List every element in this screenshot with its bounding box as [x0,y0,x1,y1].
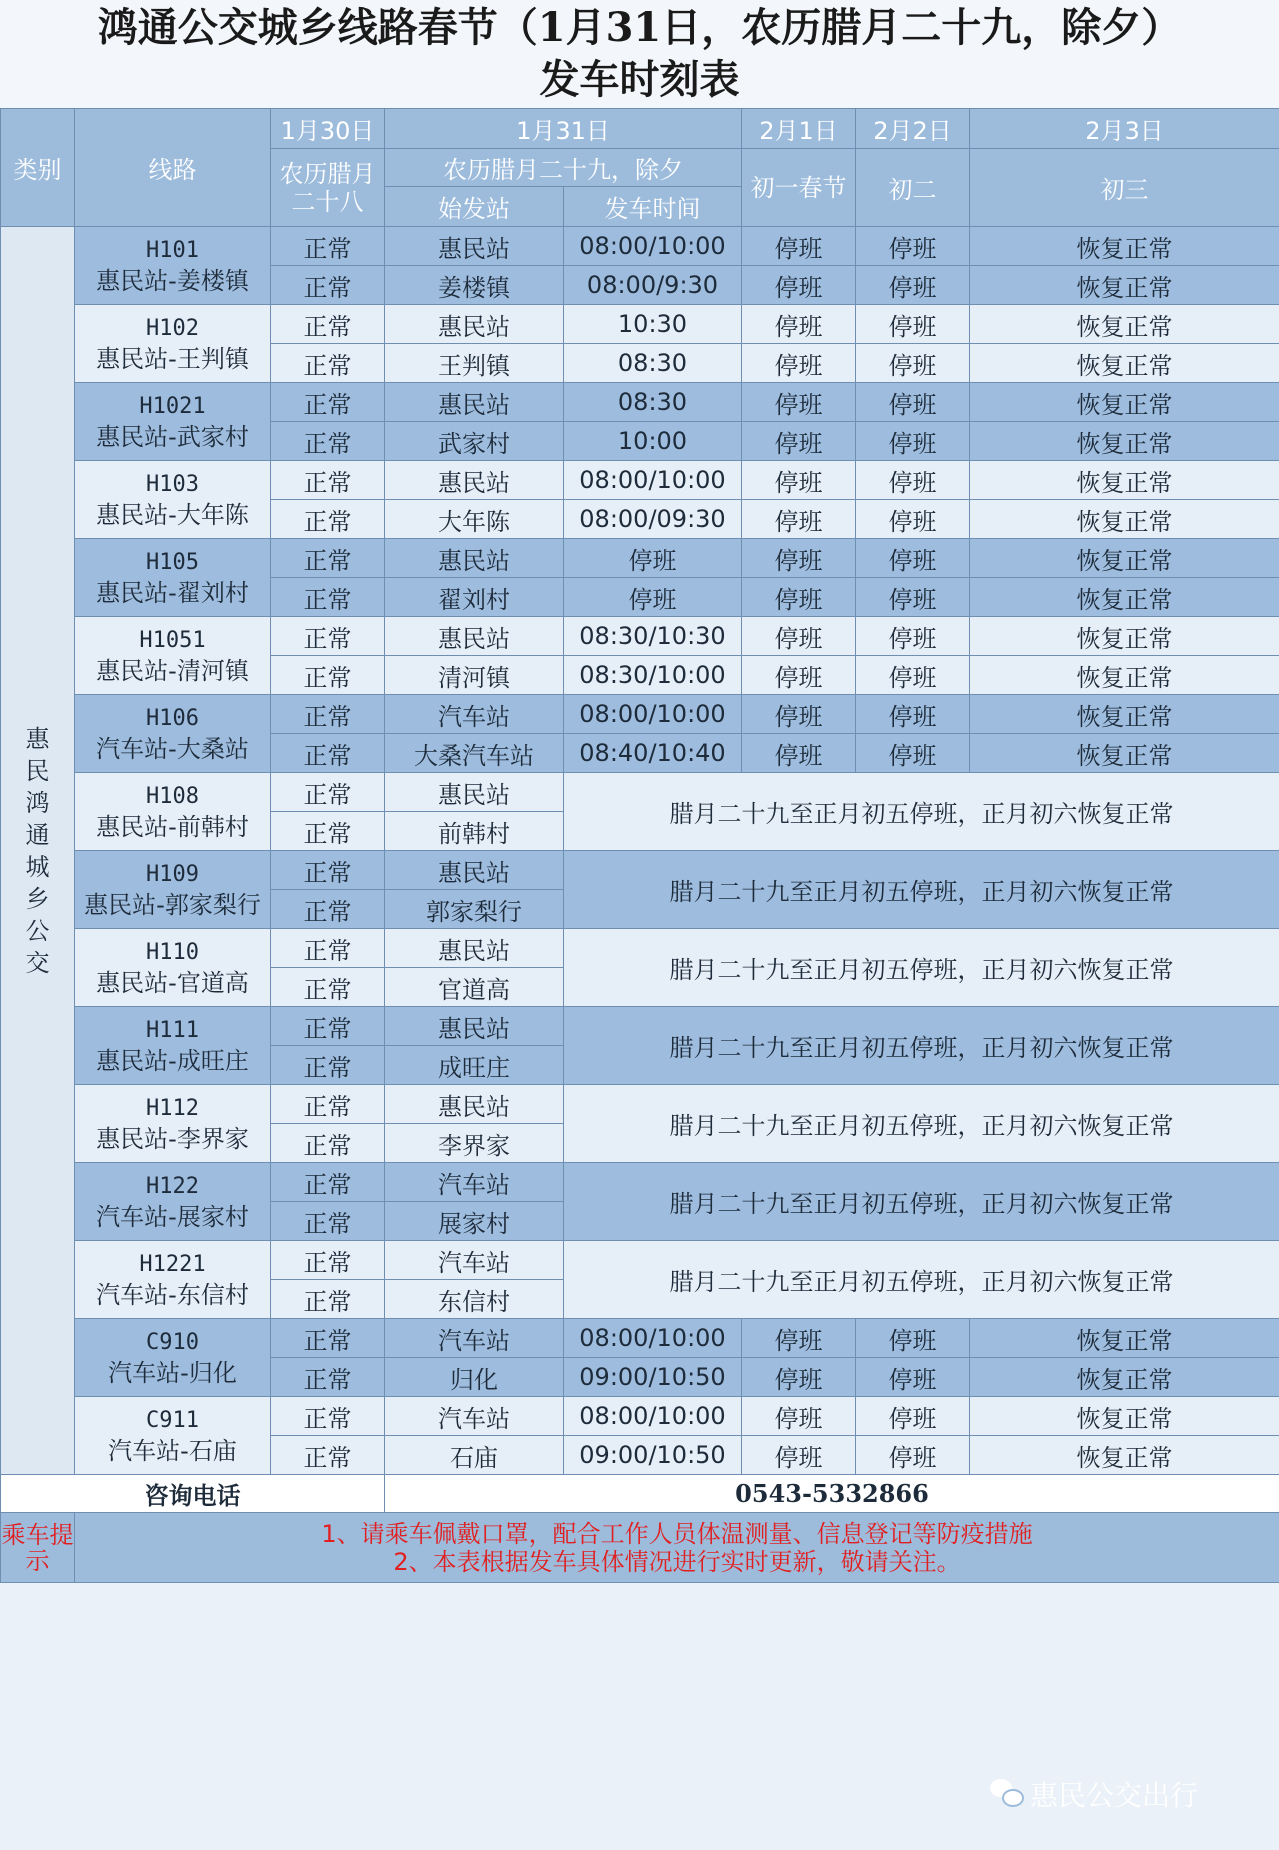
cell-station: 归化 [385,1358,564,1397]
route-name: 汽车站-展家村 [96,1202,249,1231]
cell-station: 清河镇 [385,656,564,695]
cell-station: 汽车站 [385,1163,564,1202]
cell-0201: 停班 [742,383,856,422]
cell-station: 惠民站 [385,539,564,578]
table-row [1,929,1279,968]
cell-0203: 恢复正常 [970,617,1279,656]
header-date-0202: 2月2日 [856,109,970,149]
cell-0202: 停班 [856,344,970,383]
route-code: H101 [146,237,199,263]
cell-depart-time: 09:00/10:50 [564,1436,742,1475]
route-name: 惠民站-郭家梨行 [84,890,261,919]
cell-station: 王判镇 [385,344,564,383]
cell-depart-time: 08:00/10:00 [564,1397,742,1436]
cell-0201: 停班 [742,422,856,461]
cell-0130: 正常 [271,734,385,773]
cell-station: 惠民站 [385,851,564,890]
cell-0201: 停班 [742,617,856,656]
route-cell [75,461,271,539]
route-cell [75,305,271,383]
cell-depart-time: 08:30/10:30 [564,617,742,656]
suspension-notice: 腊月二十九至正月初五停班，正月初六恢复正常 [564,851,1279,929]
cell-0201: 停班 [742,734,856,773]
cell-0203: 恢复正常 [970,656,1279,695]
cell-depart-time: 08:30 [564,383,742,422]
header-start-station: 始发站 [385,187,564,227]
cell-0203: 恢复正常 [970,266,1279,305]
route-code: H109 [146,861,199,887]
route-cell [75,1241,271,1319]
wechat-icon [990,1779,1024,1809]
cell-station: 惠民站 [385,929,564,968]
cell-0130: 正常 [271,890,385,929]
route-name: 惠民站-成旺庄 [96,1046,249,1075]
cell-0201: 停班 [742,1397,856,1436]
route-cell [75,383,271,461]
route-name: 惠民站-王判镇 [96,344,249,373]
cell-0202: 停班 [856,617,970,656]
cell-0202: 停班 [856,305,970,344]
cell-0201: 停班 [742,578,856,617]
cell-station: 成旺庄 [385,1046,564,1085]
cell-0201: 停班 [742,227,856,266]
phone-number: 0543-5332866 [385,1475,1279,1513]
cell-depart-time: 停班 [564,578,742,617]
cell-0203: 恢复正常 [970,305,1279,344]
route-cell [75,1319,271,1397]
suspension-notice: 腊月二十九至正月初五停班，正月初六恢复正常 [564,1085,1279,1163]
cell-0130: 正常 [271,500,385,539]
cell-depart-time: 10:00 [564,422,742,461]
table-row [1,227,1279,266]
cell-0201: 停班 [742,1436,856,1475]
cell-0130: 正常 [271,461,385,500]
cell-0130: 正常 [271,383,385,422]
route-code: H112 [146,1095,199,1121]
cell-depart-time: 08:00/10:00 [564,695,742,734]
cell-0130: 正常 [271,344,385,383]
route-cell [75,539,271,617]
cell-station: 武家村 [385,422,564,461]
table-row [1,539,1279,578]
table-row [1,617,1279,656]
suspension-notice: 腊月二十九至正月初五停班，正月初六恢复正常 [564,929,1279,1007]
route-code: H108 [146,783,199,809]
route-code: H105 [146,549,199,575]
cell-station: 惠民站 [385,305,564,344]
cell-station: 惠民站 [385,773,564,812]
phone-row [1,1475,1279,1513]
cell-0201: 停班 [742,461,856,500]
route-code: C910 [146,1329,199,1355]
route-cell [75,1007,271,1085]
header-date-0130: 1月30日 [271,109,385,149]
cell-0130: 正常 [271,1046,385,1085]
cell-0201: 停班 [742,266,856,305]
route-code: H110 [146,939,199,965]
route-name: 惠民站-前韩村 [96,812,249,841]
table-row [1,851,1279,890]
cell-0203: 恢复正常 [970,539,1279,578]
category-char: 通 [25,820,50,849]
cell-0130: 正常 [271,422,385,461]
cell-0130: 正常 [271,305,385,344]
table-row [1,1163,1279,1202]
cell-0130: 正常 [271,266,385,305]
cell-0202: 停班 [856,1397,970,1436]
cell-0202: 停班 [856,695,970,734]
tip-line-2: 2、本表根据发车具体情况进行实时更新，敬请关注。 [393,1547,961,1576]
cell-station: 汽车站 [385,1241,564,1280]
suspension-notice: 腊月二十九至正月初五停班，正月初六恢复正常 [564,1007,1279,1085]
cell-0130: 正常 [271,227,385,266]
category-cell [1,227,75,1475]
route-cell [75,617,271,695]
cell-0201: 停班 [742,344,856,383]
cell-0203: 恢复正常 [970,1319,1279,1358]
route-cell [75,773,271,851]
cell-station: 汽车站 [385,1319,564,1358]
cell-0203: 恢复正常 [970,422,1279,461]
table-row [1,305,1279,344]
cell-0201: 停班 [742,695,856,734]
cell-station: 李界家 [385,1124,564,1163]
suspension-notice: 腊月二十九至正月初五停班，正月初六恢复正常 [564,1163,1279,1241]
route-cell [75,695,271,773]
cell-0202: 停班 [856,422,970,461]
route-name: 汽车站-大桑站 [96,734,249,763]
route-name: 汽车站-归化 [108,1358,237,1387]
cell-0201: 停班 [742,500,856,539]
cell-0130: 正常 [271,1163,385,1202]
table-row [1,1085,1279,1124]
cell-0130: 正常 [271,1124,385,1163]
cell-0201: 停班 [742,656,856,695]
route-code: H111 [146,1017,199,1043]
category-char: 惠 [25,724,50,753]
cell-station: 姜楼镇 [385,266,564,305]
cell-station: 大年陈 [385,500,564,539]
route-cell [75,1085,271,1163]
cell-station: 东信村 [385,1280,564,1319]
category-char: 交 [25,948,50,977]
cell-station: 惠民站 [385,461,564,500]
route-cell [75,929,271,1007]
route-code: H1021 [139,393,206,419]
cell-0202: 停班 [856,383,970,422]
category-char: 城 [25,852,50,881]
cell-0203: 恢复正常 [970,1436,1279,1475]
tips-row [1,1513,1279,1583]
cell-0202: 停班 [856,539,970,578]
route-name: 惠民站-翟刘村 [96,578,249,607]
route-cell [75,851,271,929]
header-lunar-0131: 农历腊月二十九，除夕 [385,149,742,187]
cell-station: 惠民站 [385,1007,564,1046]
header-lunar-0202: 初二 [856,149,970,227]
table-row [1,773,1279,812]
cell-depart-time: 08:00/9:30 [564,266,742,305]
cell-depart-time: 08:00/10:00 [564,461,742,500]
cell-0130: 正常 [271,1241,385,1280]
category-char: 鸿 [25,788,50,817]
header-date-0201: 2月1日 [742,109,856,149]
route-name: 惠民站-李界家 [96,1124,249,1153]
suspension-notice: 腊月二十九至正月初五停班，正月初六恢复正常 [564,773,1279,851]
cell-depart-time: 10:30 [564,305,742,344]
cell-0202: 停班 [856,656,970,695]
table-row [1,695,1279,734]
route-name: 惠民站-大年陈 [96,500,249,529]
header-lunar-0130: 农历腊月二十八 [271,149,385,227]
cell-station: 惠民站 [385,383,564,422]
cell-station: 前韩村 [385,812,564,851]
header-depart-time: 发车时间 [564,187,742,227]
route-code: H1051 [139,627,206,653]
cell-station: 惠民站 [385,1085,564,1124]
route-cell [75,1397,271,1475]
cell-0203: 恢复正常 [970,227,1279,266]
header-lunar-0201: 初一春节 [742,149,856,227]
phone-label: 咨询电话 [1,1475,385,1513]
cell-0130: 正常 [271,851,385,890]
cell-0130: 正常 [271,929,385,968]
tips-label: 乘车提示 [1,1513,75,1583]
cell-depart-time: 08:00/10:00 [564,1319,742,1358]
cell-0130: 正常 [271,1202,385,1241]
cell-0201: 停班 [742,305,856,344]
cell-0130: 正常 [271,656,385,695]
cell-0130: 正常 [271,617,385,656]
cell-0203: 恢复正常 [970,383,1279,422]
route-name: 惠民站-姜楼镇 [96,266,249,295]
cell-0203: 恢复正常 [970,734,1279,773]
route-name: 惠民站-清河镇 [96,656,249,685]
cell-depart-time: 08:30 [564,344,742,383]
route-name: 汽车站-东信村 [96,1280,249,1309]
cell-0203: 恢复正常 [970,344,1279,383]
cell-0202: 停班 [856,500,970,539]
page-title [0,0,1279,110]
cell-station: 翟刘村 [385,578,564,617]
cell-0203: 恢复正常 [970,1397,1279,1436]
title-line-1: 鸿通公交城乡线路春节（1月31日，农历腊月二十九，除夕） [97,4,1182,51]
route-name: 汽车站-石庙 [108,1436,237,1465]
route-code: H1221 [139,1251,206,1277]
cell-0130: 正常 [271,1007,385,1046]
category-char: 乡 [25,884,50,913]
wechat-account-name: 惠民公交出行 [1030,1779,1199,1812]
cell-station: 大桑汽车站 [385,734,564,773]
cell-depart-time: 08:00/09:30 [564,500,742,539]
cell-0130: 正常 [271,695,385,734]
cell-0201: 停班 [742,1358,856,1397]
header-category: 类别 [1,109,75,227]
header-lunar-0203: 初三 [970,149,1279,227]
cell-0130: 正常 [271,773,385,812]
cell-0202: 停班 [856,1358,970,1397]
cell-0130: 正常 [271,1085,385,1124]
cell-station: 郭家梨行 [385,890,564,929]
cell-station: 官道高 [385,968,564,1007]
route-cell [75,1163,271,1241]
cell-station: 汽车站 [385,695,564,734]
cell-depart-time: 08:40/10:40 [564,734,742,773]
cell-station: 展家村 [385,1202,564,1241]
cell-0203: 恢复正常 [970,695,1279,734]
route-name: 惠民站-官道高 [96,968,249,997]
cell-depart-time: 09:00/10:50 [564,1358,742,1397]
cell-0202: 停班 [856,266,970,305]
cell-station: 惠民站 [385,617,564,656]
cell-depart-time: 停班 [564,539,742,578]
cell-0203: 恢复正常 [970,1358,1279,1397]
route-cell [75,227,271,305]
table-row [1,461,1279,500]
cell-depart-time: 08:00/10:00 [564,227,742,266]
header-date-0203: 2月3日 [970,109,1279,149]
header-route: 线路 [75,109,271,227]
category-char: 公 [25,916,50,945]
route-code: H122 [146,1173,199,1199]
cell-0130: 正常 [271,812,385,851]
cell-station: 惠民站 [385,227,564,266]
tip-line-1: 1、请乘车佩戴口罩，配合工作人员体温测量、信息登记等防疫措施 [321,1519,1033,1548]
wechat-badge [990,1772,1198,1816]
cell-0130: 正常 [271,1436,385,1475]
cell-0203: 恢复正常 [970,461,1279,500]
cell-station: 石庙 [385,1436,564,1475]
cell-0202: 停班 [856,1319,970,1358]
cell-0203: 恢复正常 [970,500,1279,539]
table-row [1,1319,1279,1358]
cell-0201: 停班 [742,539,856,578]
header-date-0131: 1月31日 [385,109,742,149]
cell-0130: 正常 [271,1397,385,1436]
cell-depart-time: 08:30/10:00 [564,656,742,695]
cell-0202: 停班 [856,734,970,773]
route-code: H106 [146,705,199,731]
route-code: H102 [146,315,199,341]
table-row [1,1241,1279,1280]
cell-0130: 正常 [271,539,385,578]
cell-0130: 正常 [271,578,385,617]
route-code: H103 [146,471,199,497]
cell-0202: 停班 [856,461,970,500]
schedule-table [0,108,1279,1583]
tips-content [75,1513,1279,1583]
cell-0130: 正常 [271,1280,385,1319]
table-row [1,383,1279,422]
cell-station: 汽车站 [385,1397,564,1436]
cell-0202: 停班 [856,1436,970,1475]
table-row [1,1007,1279,1046]
category-char: 民 [25,756,50,785]
cell-0130: 正常 [271,968,385,1007]
cell-0201: 停班 [742,1319,856,1358]
cell-0130: 正常 [271,1358,385,1397]
cell-0202: 停班 [856,227,970,266]
suspension-notice: 腊月二十九至正月初五停班，正月初六恢复正常 [564,1241,1279,1319]
table-row [1,1397,1279,1436]
cell-0202: 停班 [856,578,970,617]
route-code: C911 [146,1407,199,1433]
cell-0130: 正常 [271,1319,385,1358]
title-line-2: 发车时刻表 [539,56,740,103]
route-name: 惠民站-武家村 [96,422,249,451]
cell-0203: 恢复正常 [970,578,1279,617]
